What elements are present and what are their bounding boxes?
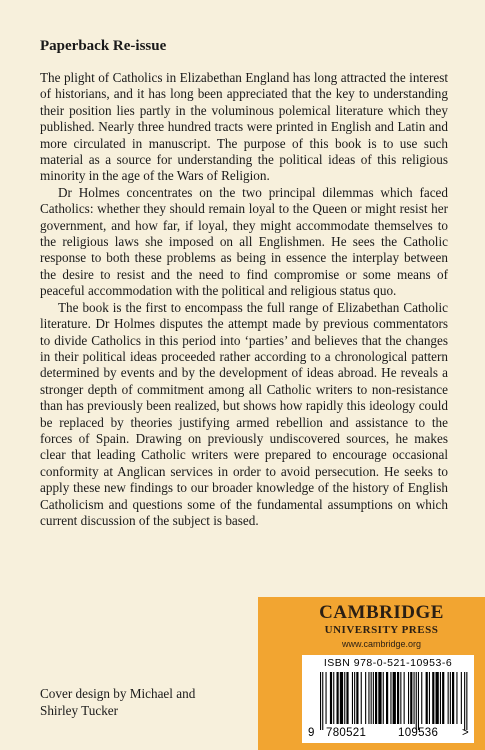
barcode-bar bbox=[326, 672, 327, 724]
blurb-paragraph: The book is the first to encompass the full range of Elizabethan Catholic literature. Dr Holmes disputes the attempt made by previous commentators to divide Catholics in this period into ‘parties’ and believes that the changes in their political ideas proceeded rather according to a chronological pattern determined by events and by the development of ideas abroad. He reveals a stronger depth of commitment among all Catholic writers to non-resistance than has previously been realized, but shows how rapidly this ideology could be replaced by theories justifying armed rebellion and assistance to the forces of Spain. Drawing on previously undiscovered sources, he makes clear that leading Catholic writers were prepared to encourage occasional conformity at Anglican services in order to avoid persecution. He seeks to apply these new findings to our broader knowledge of the history of English Catholicism and questions some of the fundamental assumptions on which current discussion of the subject is based. bbox=[40, 299, 448, 528]
publisher-subtitle: UNIVERSITY PRESS bbox=[324, 624, 439, 636]
barcode-bar bbox=[378, 672, 381, 724]
barcode-bar bbox=[356, 672, 358, 724]
blurb-paragraph: The plight of Catholics in Elizabethan England has long attracted the interest of historians, and it has long been appreciated that the key to understanding their position lies partly in the voluminous polemical literature which they published. Nearly three hundred tracts were printed in English and Latin and more circulated in manuscript. The purpose of this book is to use such material as a source for understanding the political ideas of this religious minority in the age of the Wars of Religion. bbox=[40, 70, 448, 184]
barcode-bar bbox=[408, 672, 409, 724]
barcode-bar bbox=[390, 672, 391, 724]
barcode-digit-first: 9 bbox=[308, 727, 315, 739]
barcode-end-marker: > bbox=[462, 727, 470, 739]
barcode-bar bbox=[320, 672, 321, 730]
barcode-bar bbox=[365, 672, 366, 724]
barcode-bar bbox=[429, 672, 430, 724]
barcode-bar bbox=[368, 672, 369, 724]
page-heading: Paperback Re-issue bbox=[40, 38, 167, 54]
barcode-bar bbox=[404, 672, 405, 724]
barcode-bar bbox=[400, 672, 401, 724]
barcode-bar bbox=[333, 672, 334, 724]
barcode-bar bbox=[448, 672, 449, 724]
barcode-bar bbox=[346, 672, 348, 724]
barcode-bar bbox=[436, 672, 439, 724]
barcode-bar bbox=[456, 672, 457, 724]
barcode-bar bbox=[414, 672, 415, 724]
barcode-bar bbox=[371, 672, 372, 724]
barcode-panel bbox=[302, 655, 474, 743]
barcode-graphic bbox=[302, 672, 474, 730]
barcode-bar bbox=[418, 672, 419, 730]
barcode-bar bbox=[440, 672, 441, 724]
isbn-label: ISBN 978-0-521-10953-6 bbox=[323, 657, 453, 669]
barcode-bar bbox=[330, 672, 332, 724]
barcode-bar bbox=[383, 672, 384, 724]
barcode-bar bbox=[397, 672, 399, 724]
barcode-bar bbox=[361, 672, 362, 724]
barcode-digit-group: 109536 bbox=[398, 727, 439, 739]
barcode-bar bbox=[466, 672, 467, 730]
publisher-panel bbox=[258, 597, 485, 750]
barcode-bar bbox=[461, 672, 462, 724]
barcode-bar bbox=[344, 672, 345, 724]
publisher-url: www.cambridge.org bbox=[341, 639, 422, 649]
barcode-bar bbox=[426, 672, 428, 724]
publisher-name: CAMBRIDGE bbox=[319, 602, 444, 623]
barcode-bar bbox=[340, 672, 343, 724]
barcode-digit-group: 780521 bbox=[326, 727, 367, 739]
barcode-bar bbox=[421, 672, 422, 724]
barcode-bar bbox=[352, 672, 353, 724]
barcode-bar bbox=[416, 672, 417, 730]
barcode-bar bbox=[337, 672, 339, 724]
barcode-bar bbox=[375, 672, 377, 724]
barcode-bar bbox=[373, 672, 374, 724]
barcode-bar bbox=[450, 672, 451, 724]
barcode-bar bbox=[322, 672, 323, 730]
barcode-bar bbox=[464, 672, 465, 730]
cover-credit-line: Shirley Tucker bbox=[40, 703, 119, 718]
barcode-bar bbox=[393, 672, 396, 724]
blurb-text bbox=[40, 70, 448, 529]
blurb-paragraph: Dr Holmes concentrates on the two principal dilemmas which faced Catholics: whether they should remain loyal to the Queen or might resist her government, and how far, if loyal, they might accommodate themselves to the religious laws she imposed on all Englishmen. He sees the Catholic response to both these problems as being in essence the interplay between the desire to resist and the need to find compromise or some means of peaceful accommodation with the political and religious status quo. bbox=[40, 184, 448, 299]
barcode-bar bbox=[386, 672, 388, 724]
barcode-bar bbox=[442, 672, 444, 724]
barcode-bar bbox=[354, 672, 355, 724]
cover-credit-line: Cover design by Michael and bbox=[40, 686, 196, 701]
barcode-bar bbox=[410, 672, 412, 724]
barcode-bar bbox=[452, 672, 454, 724]
barcode-bar bbox=[432, 672, 434, 724]
cover-credit bbox=[40, 685, 195, 719]
